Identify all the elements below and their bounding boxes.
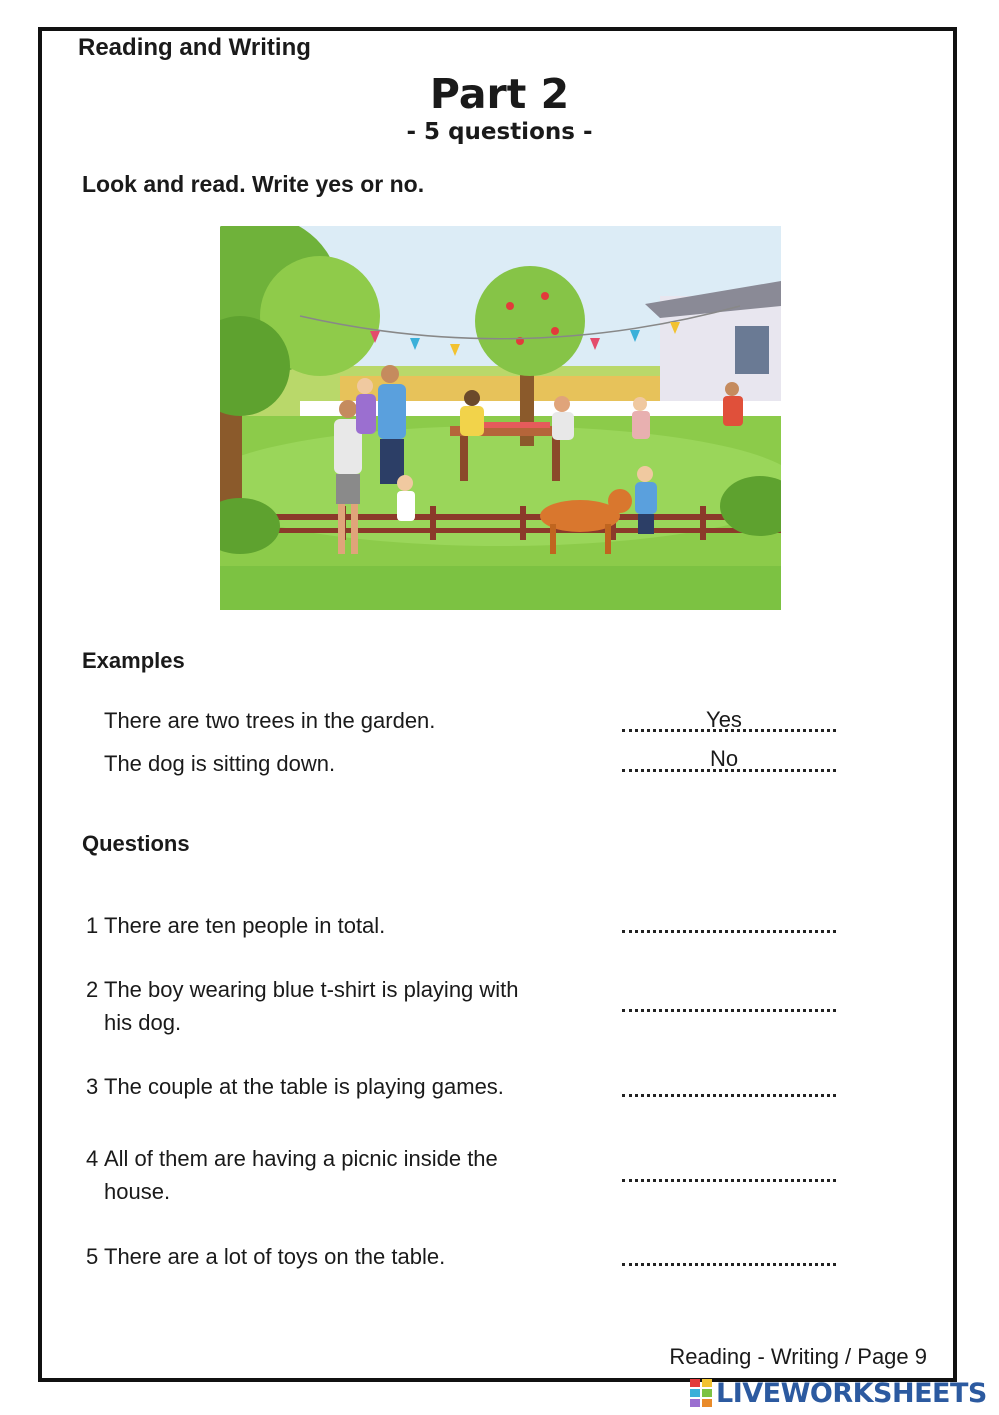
question-number-2: 2	[86, 977, 99, 1002]
example-text-1: There are two trees in the garden.	[104, 708, 436, 733]
example-answer-line-2	[622, 769, 836, 772]
part-title: Part 2	[429, 70, 570, 118]
answer-field-1[interactable]	[622, 930, 836, 933]
liveworksheets-watermark[interactable]	[690, 1376, 987, 1410]
question-text-5: There are a lot of toys on the table.	[104, 1244, 446, 1269]
example-answer-2: No	[709, 746, 739, 771]
question-text-4: All of them are having a picnic inside the	[104, 1146, 498, 1171]
question-text-2-cont: his dog.	[104, 1010, 182, 1035]
instruction: Look and read. Write yes or no.	[82, 171, 425, 197]
questions-heading: Questions	[82, 831, 190, 856]
section-label: Reading and Writing	[78, 34, 311, 61]
answer-field-2[interactable]	[622, 1009, 836, 1012]
page-footer: Reading - Writing / Page 9	[669, 1344, 927, 1369]
example-text-2: The dog is sitting down.	[104, 751, 336, 776]
answer-field-3[interactable]	[622, 1094, 836, 1097]
question-text-1: There are ten people in total.	[104, 913, 386, 938]
question-number-4: 4	[86, 1146, 99, 1171]
examples-heading: Examples	[82, 648, 185, 673]
garden-picnic-illustration-icon	[220, 226, 781, 610]
question-text-2: The boy wearing blue t-shirt is playing with	[104, 977, 519, 1002]
watermark-text: LIVEWORKSHEETS	[716, 1377, 987, 1409]
question-text-4-cont: house.	[104, 1179, 171, 1204]
answer-field-5[interactable]	[622, 1263, 836, 1266]
question-number-1: 1	[86, 913, 99, 938]
example-answer-1: Yes	[706, 707, 742, 732]
part-subtitle: - 5 questions -	[406, 119, 593, 145]
answer-field-4[interactable]	[622, 1179, 836, 1182]
question-text-3: The couple at the table is playing games.	[104, 1074, 504, 1099]
question-number-5: 5	[86, 1244, 99, 1269]
question-number-3: 3	[86, 1074, 99, 1099]
example-answer-line-1	[622, 729, 836, 732]
liveworksheets-logo-icon	[690, 1379, 712, 1407]
